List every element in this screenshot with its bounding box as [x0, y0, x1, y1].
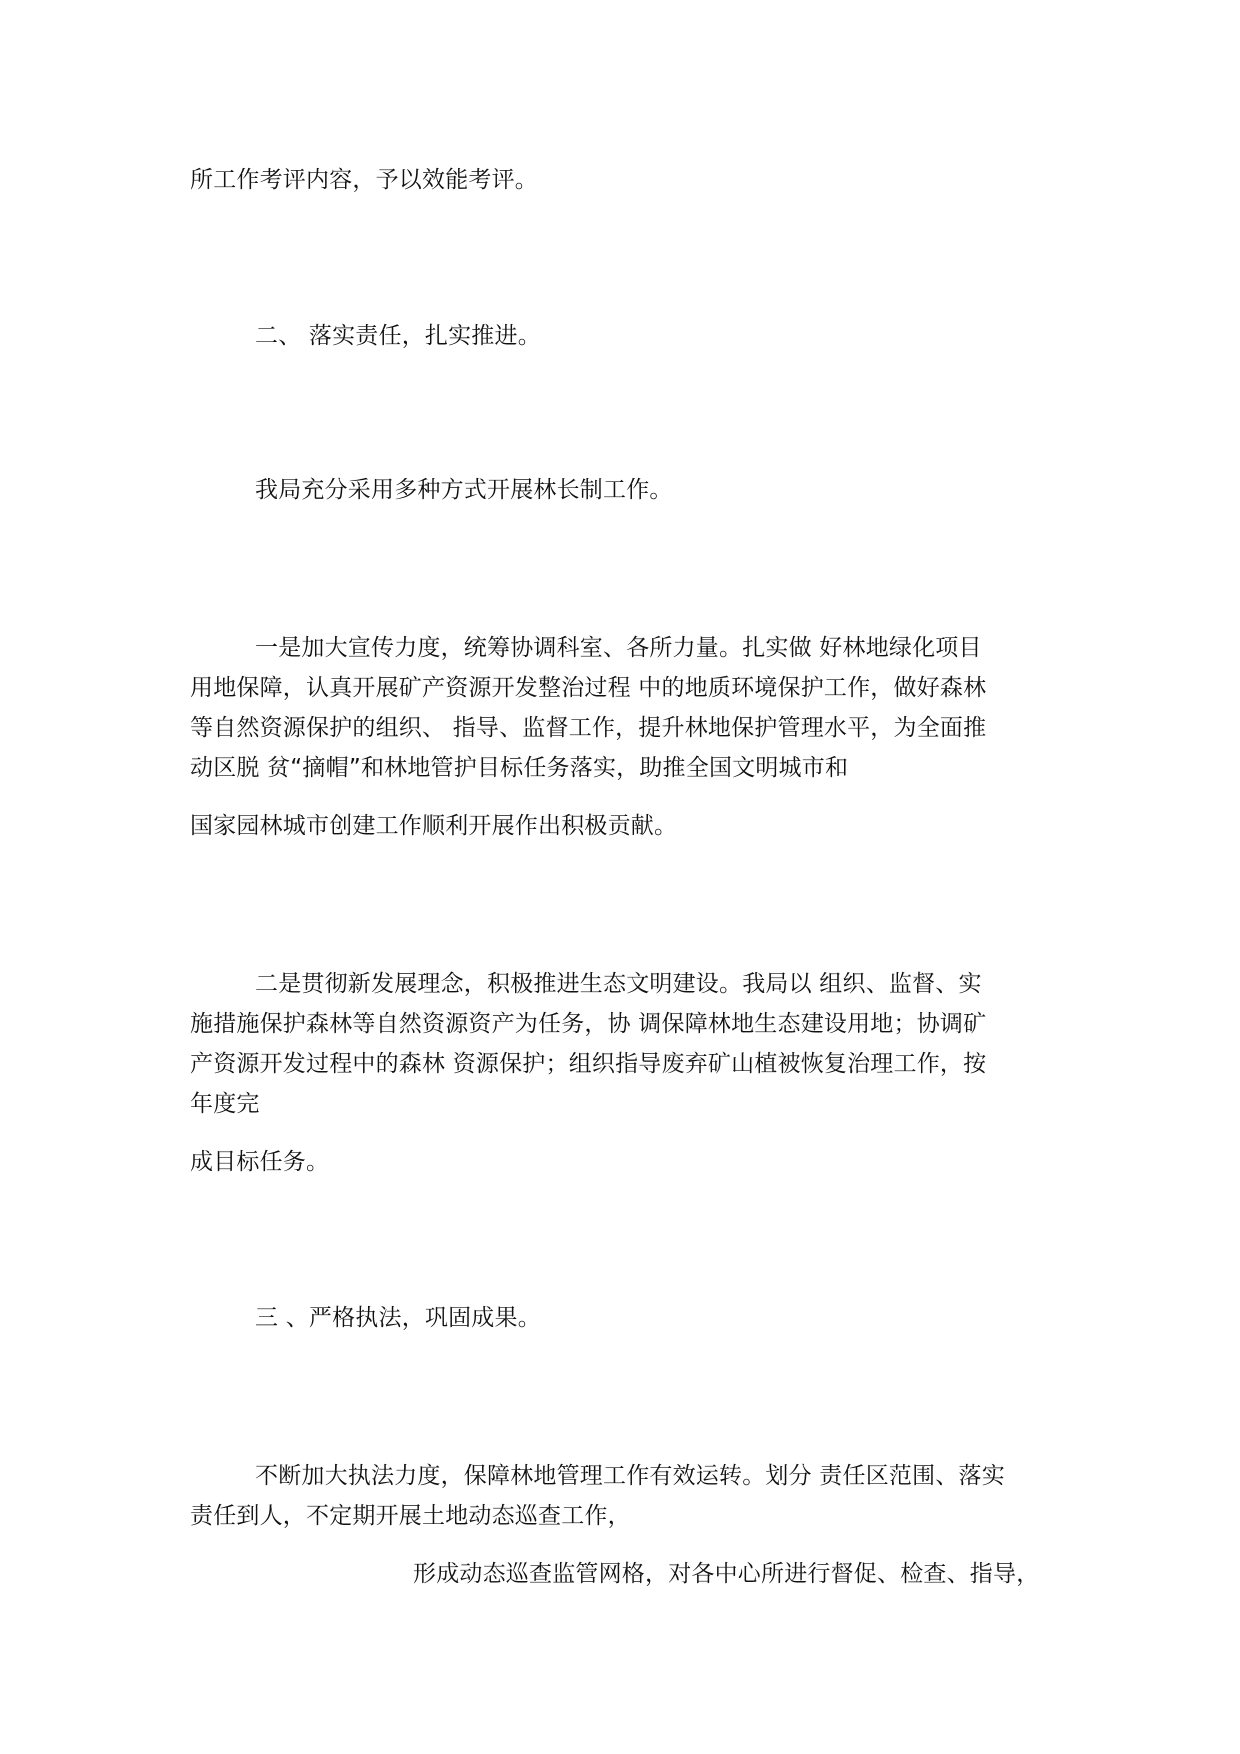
text-line: 不断加大执法力度，保障林地管理工作有效运转。划分 责任区范围、落实 [255, 1463, 1005, 1489]
text-line: 施措施保护森林等自然资源资产为任务，协 调保障林地生态建设用地；协调矿 [190, 1011, 987, 1037]
text-line: 成目标任务。 [190, 1149, 330, 1175]
section-heading-2: 二、 落实责任，扎实推进。 [255, 323, 541, 349]
text-line: 国家园林城市创建工作顺利开展作出积极贡献。 [190, 813, 678, 839]
text-line: 形成动态巡查监管网格，对各中心所进行督促、检查、指导， [413, 1561, 1040, 1587]
text-line: 等自然资源保护的组织、 指导、监督工作，提升林地保护管理水平，为全面推 [190, 715, 987, 741]
text-line: 我局充分采用多种方式开展林长制工作。 [255, 477, 673, 503]
section-heading-3: 三 、严格执法，巩固成果。 [255, 1305, 541, 1331]
text-line: 二是贯彻新发展理念，积极推进生态文明建设。我局以 组织、监督、实 [255, 971, 982, 997]
text-line: 年度完 [190, 1091, 260, 1117]
text-line: 产资源开发过程中的森林 资源保护；组织指导废弃矿山植被恢复治理工作，按 [190, 1051, 987, 1077]
text-line: 责任到人，不定期开展土地动态巡查工作， [190, 1503, 631, 1529]
text-line: 所工作考评内容，予以效能考评。 [190, 167, 538, 193]
text-line: 用地保障，认真开展矿产资源开发整治过程 中的地质环境保护工作，做好森林 [190, 675, 987, 701]
text-line: 一是加大宣传力度，统筹协调科室、各所力量。扎实做 好林地绿化项目 [255, 635, 982, 661]
text-line: 动区脱 贫“摘帽”和林地管护目标任务落实，助推全国文明城市和 [190, 755, 849, 781]
